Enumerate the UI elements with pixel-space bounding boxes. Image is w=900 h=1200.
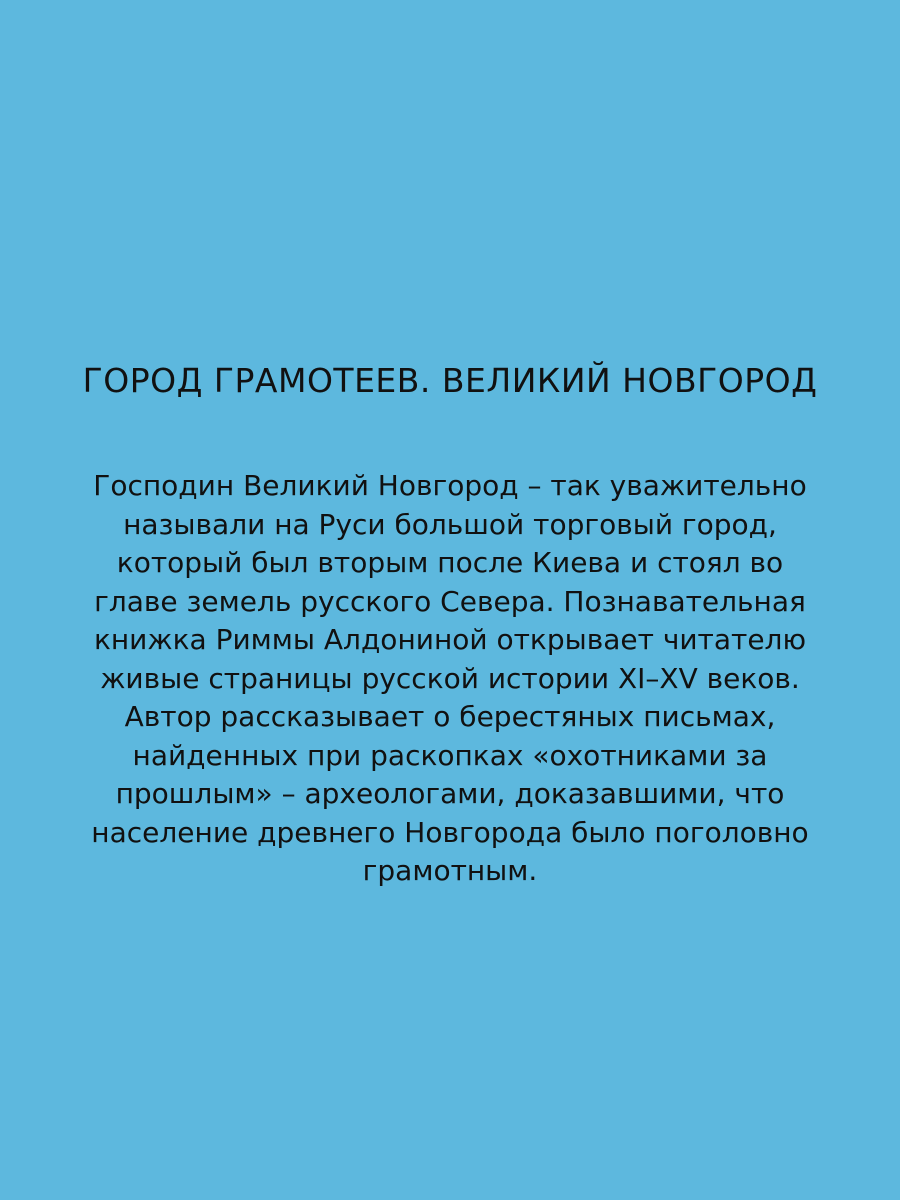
description-line: найденных при раскопках «охотниками за xyxy=(132,738,768,772)
description-line: книжка Риммы Алдониной открывает читателю xyxy=(93,623,807,656)
description-line: называли на Руси большой торговый город, xyxy=(123,507,777,541)
description-line: главе земель русского Севера. Познавательная xyxy=(94,584,806,618)
description-line: прошлым» – археологами, доказавшими, что xyxy=(115,777,785,810)
page-title: ГОРОД ГРАМОТЕЕВ. ВЕЛИКИЙ НОВГОРОД xyxy=(82,361,818,400)
description-line: грамотным. xyxy=(362,854,538,887)
description-text xyxy=(0,467,900,891)
description-line: население древнего Новгорода было поголовно xyxy=(91,815,809,849)
description-line: который был вторым после Киева и стоял во xyxy=(116,546,784,579)
description-line: Господин Великий Новгород – так уважительно xyxy=(93,469,807,502)
description-line: Автор рассказывает о берестяных письмах, xyxy=(124,700,776,733)
description-line: живые страницы русской истории XI–XV веков. xyxy=(100,661,800,695)
